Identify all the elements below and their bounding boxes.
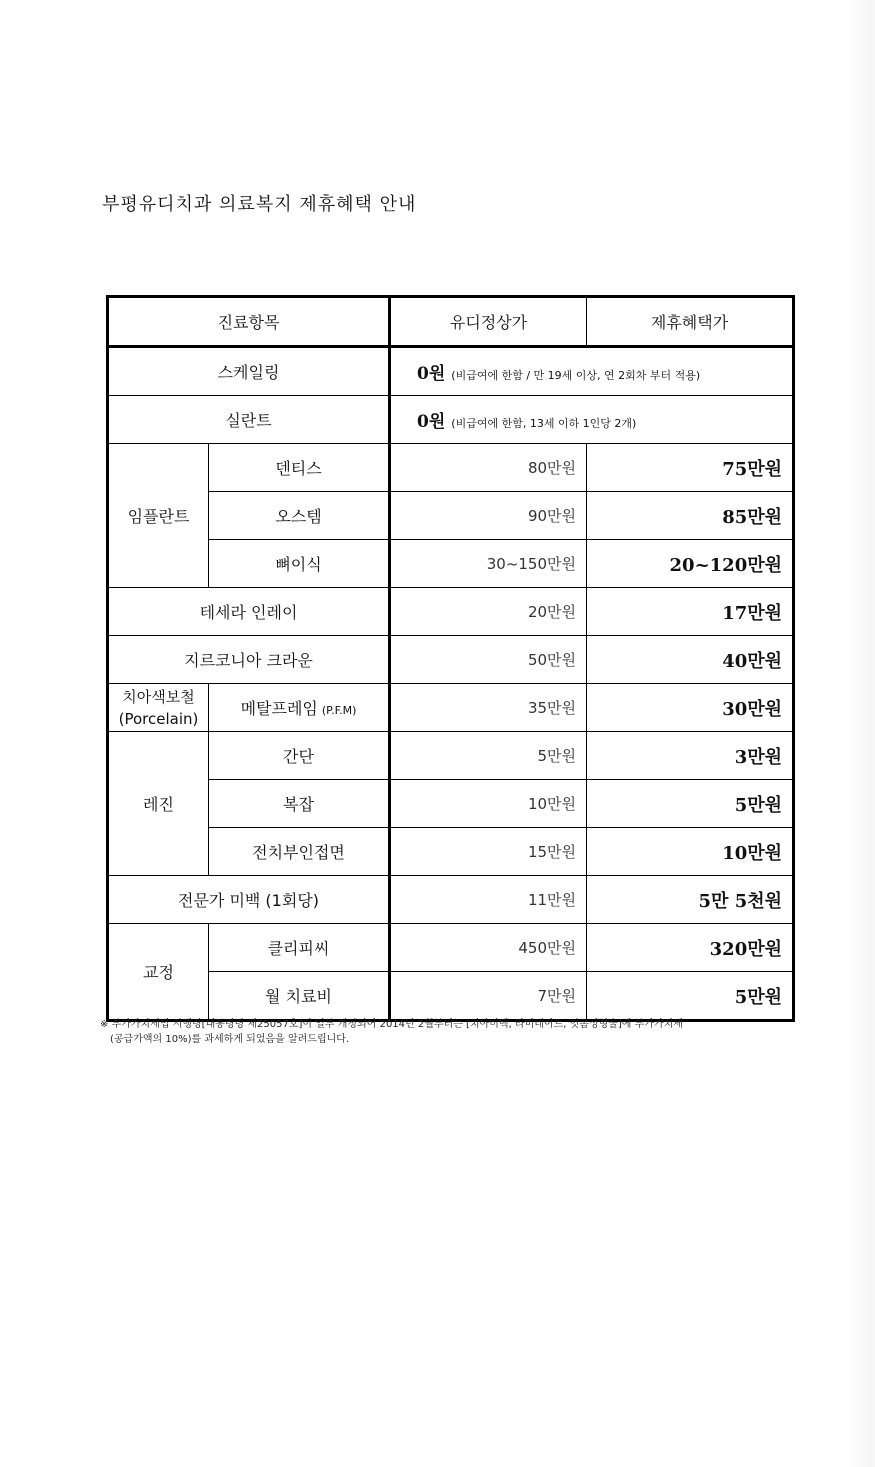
table-row [108, 972, 794, 1021]
metal-frame-suffix: (P.F.M) [321, 704, 357, 717]
group-label-porcelain [108, 684, 209, 732]
metal-frame-label: 메탈프레임 [240, 699, 318, 718]
regular-price: 80만원 [390, 444, 587, 492]
row-label-monthly-fee: 월 치료비 [209, 972, 390, 1021]
benefit-price: 3만원 [587, 732, 794, 780]
table-row [108, 588, 794, 636]
row-label-complex: 복잡 [209, 780, 390, 828]
row-label-sealant: 실란트 [108, 396, 390, 444]
regular-price: 20만원 [390, 588, 587, 636]
sealant-value: 0원 [417, 412, 446, 432]
scaling-value: 0원 [417, 364, 446, 384]
benefit-price: 320만원 [587, 924, 794, 972]
porcelain-line2: (Porcelain) [118, 709, 199, 728]
benefit-price: 85만원 [587, 492, 794, 540]
benefit-price: 30만원 [587, 684, 794, 732]
page-title: 부평유디치과 의료복지 제휴혜택 안내 [102, 194, 417, 215]
regular-price: 90만원 [390, 492, 587, 540]
table-row [108, 876, 794, 924]
table-row [108, 780, 794, 828]
row-label-whitening: 전문가 미백 (1회당) [108, 876, 390, 924]
benefit-price: 20~120만원 [587, 540, 794, 588]
benefit-price: 5만 5천원 [587, 876, 794, 924]
group-label-ortho: 교정 [108, 924, 209, 1021]
row-label-anterior: 전치부인접면 [209, 828, 390, 876]
table-row [108, 924, 794, 972]
row-label-simple: 간단 [209, 732, 390, 780]
footnote-line1: ※ 부가가치세법 시행령[대통령령 제25057호]이 일부 개정되어 2014년 2월부터는 [치아미백, 라미네이트, 잇몸성형술]에 부가가치세 [100, 1019, 683, 1030]
row-label-metal-frame [209, 684, 390, 732]
page-edge-shade [845, 0, 875, 1467]
regular-price: 35만원 [390, 684, 587, 732]
table-row [108, 540, 794, 588]
table-row [108, 444, 794, 492]
scaling-condition: (비급여에 한함 / 만 19세 이상, 연 2회차 부터 적용) [451, 369, 701, 382]
header-benefit-price: 제휴혜택가 [587, 297, 794, 347]
table-row [108, 684, 794, 732]
vat-footnote [100, 1017, 683, 1047]
benefits-table [106, 295, 795, 1022]
regular-price: 15만원 [390, 828, 587, 876]
benefit-price: 75만원 [587, 444, 794, 492]
scaling-note [390, 347, 794, 396]
row-label-osstem: 오스템 [209, 492, 390, 540]
row-label-dentis: 덴티스 [209, 444, 390, 492]
regular-price: 10만원 [390, 780, 587, 828]
group-label-resin: 레진 [108, 732, 209, 876]
row-label-cerainlay: 테세라 인레이 [108, 588, 390, 636]
porcelain-line1: 치아색보철 [122, 687, 195, 706]
table-row [108, 828, 794, 876]
row-label-clippy-c: 클리피씨 [209, 924, 390, 972]
regular-price: 11만원 [390, 876, 587, 924]
benefit-price: 40만원 [587, 636, 794, 684]
row-label-bone-graft: 뼈이식 [209, 540, 390, 588]
benefit-price: 5만원 [587, 780, 794, 828]
table-row [108, 396, 794, 444]
sealant-condition: (비급여에 한함, 13세 이하 1인당 2개) [451, 417, 637, 430]
table-row [108, 492, 794, 540]
regular-price: 30~150만원 [390, 540, 587, 588]
regular-price: 5만원 [390, 732, 587, 780]
benefit-price: 5만원 [587, 972, 794, 1021]
row-label-zirconia: 지르코니아 크라운 [108, 636, 390, 684]
regular-price: 7만원 [390, 972, 587, 1021]
footnote-line2: (공급가액의 10%)를 과세하게 되었음을 알려드립니다. [110, 1034, 350, 1045]
group-label-implant: 임플란트 [108, 444, 209, 588]
table-row [108, 636, 794, 684]
table-row [108, 732, 794, 780]
benefit-price: 10만원 [587, 828, 794, 876]
table-header-row [108, 297, 794, 347]
header-regular-price: 유디정상가 [390, 297, 587, 347]
sealant-note [390, 396, 794, 444]
header-treatment: 진료항목 [108, 297, 390, 347]
benefit-price: 17만원 [587, 588, 794, 636]
regular-price: 50만원 [390, 636, 587, 684]
row-label-scaling: 스케일링 [108, 347, 390, 396]
table-row [108, 347, 794, 396]
regular-price: 450만원 [390, 924, 587, 972]
